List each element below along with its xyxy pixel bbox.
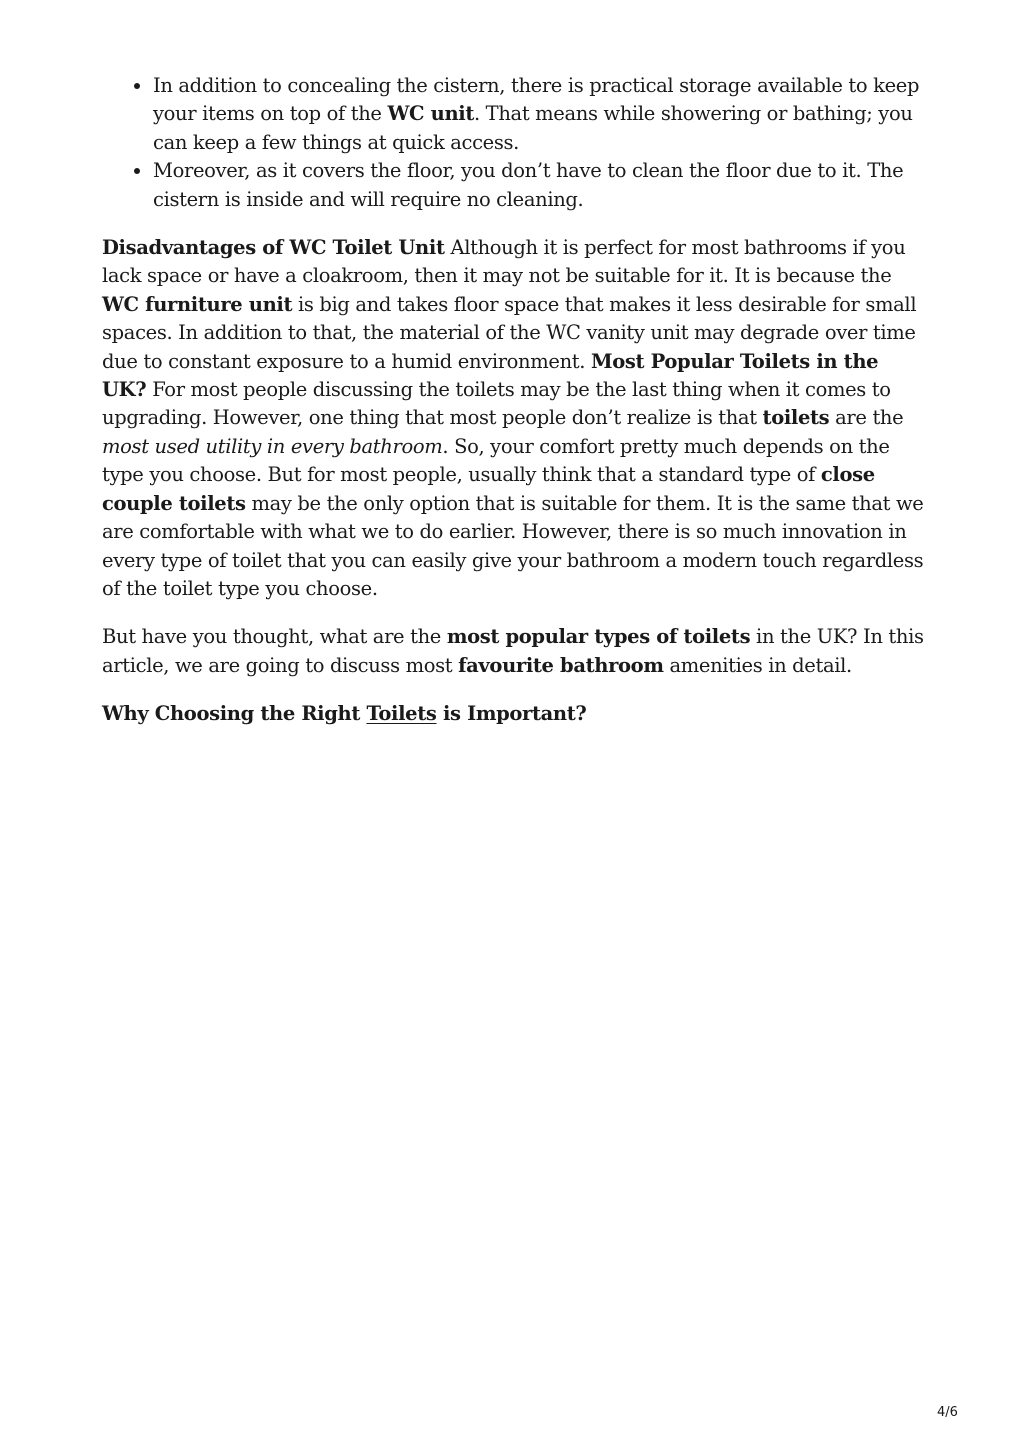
paragraph-text: may be the only option that is suitable for them. It is the same that we are comfortable with what we to do earlier. However, there is so much innovation in every type of toilet that you can easily give your bathroom a modern touch regardless of the toilet type you choose. [102,491,924,600]
section-heading-inline: Most Popular Toilets in the UK? [102,349,879,402]
bold-term: favourite bathroom [458,653,664,677]
bold-term: most popular types of toilets [446,625,751,649]
heading-text [102,702,587,725]
paragraph-text: are the [829,406,904,430]
bold-term: toilets [762,406,830,430]
section-heading [102,700,924,728]
advantages-list [102,72,924,214]
bold-term: close couple toilets [102,463,875,515]
paragraph-text: For most people discussing the toilets may be the last thing when it comes to upgrading. However, one thing that most people don’t realize is that [102,378,891,430]
paragraph-text: amenities in detail. [663,653,852,677]
section-heading-inline: Disadvantages of WC Toilet Unit [102,236,445,260]
bold-term: WC furniture unit [102,292,293,316]
paragraph-text: is big and takes floor space that makes it less desirable for small spaces. In addition to that, the material of the WC vanity unit may degrade over time due to constant exposure to a humid environment. [102,292,917,373]
paragraph-text: . So, your comfort pretty much depends on the type you choose. But for most people, usually think that a standard type of [102,434,890,487]
page-number: 4/6 [937,1405,958,1420]
heading-suffix: is Important? [436,702,587,726]
paragraph-text: in the UK? In this article, we are going to discuss most [102,625,924,677]
paragraph-text: Although it is perfect for most bathrooms if you lack space or have a cloakroom, then it may not be suitable for it. It is because the [102,236,906,288]
document-body [102,72,924,729]
toilets-link[interactable]: Toilets [366,702,437,726]
italic-phrase: most used utility in every bathroom [102,434,443,458]
heading-prefix: Why Choosing the Right [102,702,367,726]
list-item [153,157,924,214]
list-item [153,72,924,157]
bullet-text: In addition to concealing the cistern, there is practical storage available to keep your items on top of the [153,74,920,126]
popular-types-paragraph [102,623,924,680]
disadvantages-paragraph [102,234,924,603]
bold-term: WC unit [387,102,474,126]
paragraph-text: But have you thought, what are the [102,625,447,649]
bullet-text: Moreover, as it covers the floor, you don’t have to clean the floor due to it. The cistern is inside and will require no cleaning. [153,159,904,211]
bullet-text: . That means while showering or bathing; you can keep a few things at quick access. [153,102,913,154]
